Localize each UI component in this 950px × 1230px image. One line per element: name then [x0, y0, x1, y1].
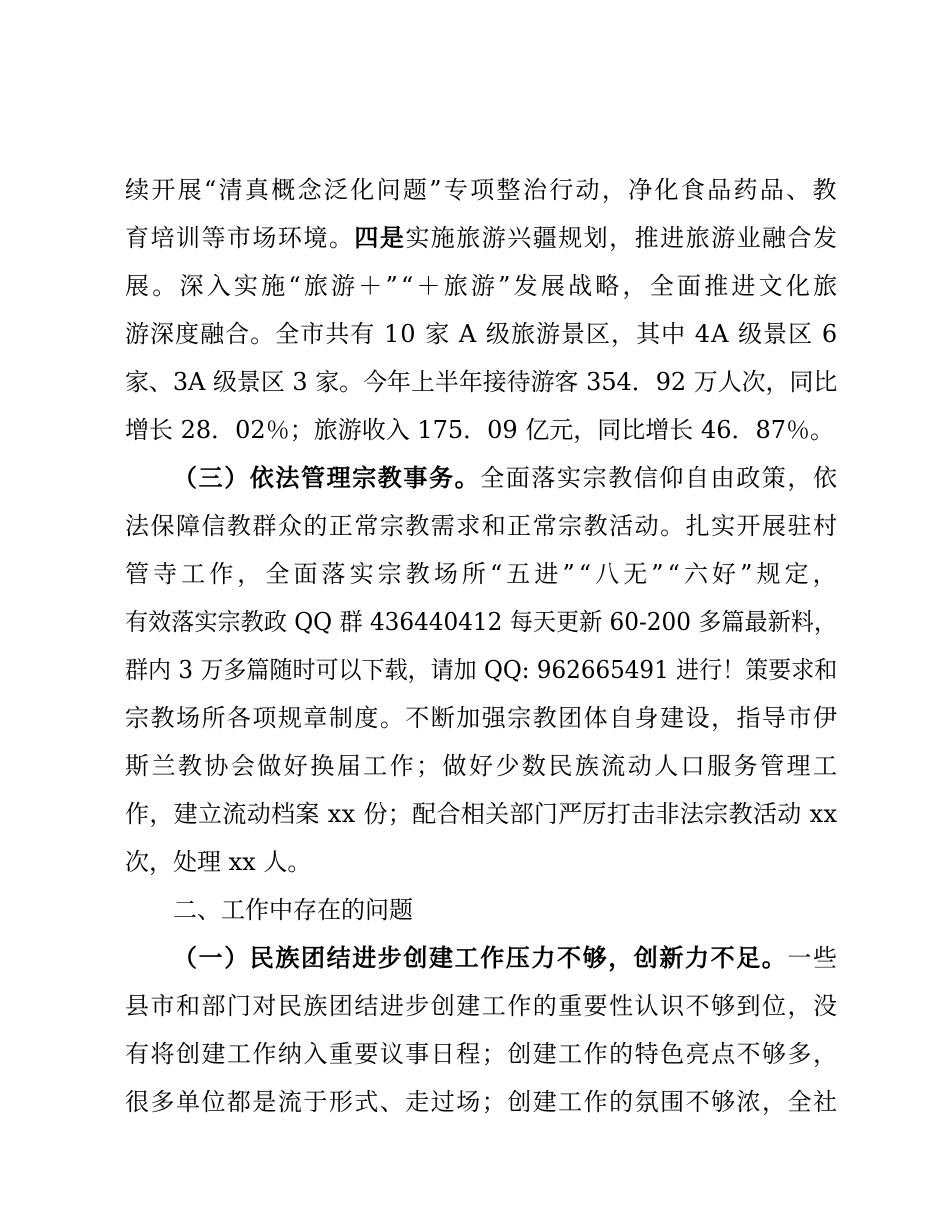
- text-run: 法保障信教群众的正常宗教需求和正常宗教活动。扎实开展驻村: [125, 512, 839, 540]
- text-run: 一些: [787, 944, 839, 972]
- text-run: 县市和部门对民族团结进步创建工作的重要性认识不够到位，没: [125, 992, 839, 1020]
- text-run: 游深度融合。全市共有 10 家 A 级旅游景区，其中 4A 级景区 6: [125, 320, 839, 348]
- text-run: 管寺工作，全面落实宗教场所“五进”“八无”“六好”规定，: [125, 560, 841, 588]
- text-run: 续开展“清真概念泛化问题”专项整治行动，净化食品药品、教: [125, 176, 839, 204]
- paragraph-line: [125, 358, 837, 406]
- paragraph-line: [125, 550, 841, 598]
- paragraph-line: [125, 646, 837, 694]
- text-run: 展。深入实施“旅游＋”“＋旅游”发展战略，全面推进文化旅: [125, 272, 841, 300]
- paragraph-line: [125, 502, 837, 550]
- text-run: 群内 3 万多篇随时可以下载，请加 QQ: 962665491 进行！策要求和: [125, 656, 838, 684]
- text-run: [125, 214, 839, 262]
- paragraph-line: [125, 790, 837, 838]
- paragraph-line: [125, 598, 837, 646]
- text-run: 育培训等市场环境。: [125, 224, 355, 252]
- document-body: [125, 166, 841, 1126]
- paragraph-line: [125, 454, 837, 502]
- paragraph-line: [125, 1030, 837, 1078]
- text-run: 实施旅游兴疆规划，推进旅游业融合发: [405, 224, 839, 252]
- paragraph-line: [125, 214, 837, 262]
- text-run: [173, 934, 839, 982]
- section-heading: [125, 886, 837, 934]
- emphasis-text: 四是: [354, 224, 406, 252]
- text-run: 有效落实宗教政 QQ 群 436440412 每天更新 60-200 多篇最新料，: [125, 608, 838, 636]
- paragraph-line: [125, 742, 840, 790]
- paragraph-line: [125, 694, 837, 742]
- text-run: 很多单位都是流于形式、走过场；创建工作的氛围不够浓，全社: [125, 1088, 839, 1116]
- text-run: 作，建立流动档案 xx 份；配合相关部门严厉打击非法宗教活动 xx: [125, 800, 838, 828]
- paragraph-line: [125, 262, 841, 310]
- section-subheading: （三）依法管理宗教事务。: [173, 464, 481, 492]
- text-run: 家、3A 级景区 3 家。今年上半年接待游客 354．92 万人次，同比: [125, 368, 838, 396]
- text-run: 增长 28．02％；旅游收入 175．09 亿元，同比增长 46．87％。: [125, 416, 835, 444]
- text-run: 斯兰教协会做好换届工作；做好少数民族流动人口服务管理工: [125, 752, 840, 780]
- paragraph-line: [125, 1078, 837, 1126]
- text-run: 次，处理 xx 人。: [125, 848, 312, 876]
- text-run: 有将创建工作纳入重要议事日程；创建工作的特色亮点不够多，: [125, 1040, 839, 1068]
- paragraph-line: [125, 166, 837, 214]
- text-run: 宗教场所各项规章制度。不断加强宗教团体自身建设，指导市伊: [125, 704, 839, 732]
- paragraph-line: [125, 406, 837, 454]
- text-run: [173, 454, 839, 502]
- section-subheading: （一）民族团结进步创建工作压力不够，创新力不足。: [173, 944, 788, 972]
- paragraph-line: [125, 982, 837, 1030]
- paragraph-line: [125, 934, 837, 982]
- paragraph-line: [125, 310, 837, 358]
- text-run: 全面落实宗教信仰自由政策，依: [480, 464, 839, 492]
- section-heading-text: 二、工作中存在的问题: [173, 896, 413, 924]
- paragraph-line: [125, 838, 837, 886]
